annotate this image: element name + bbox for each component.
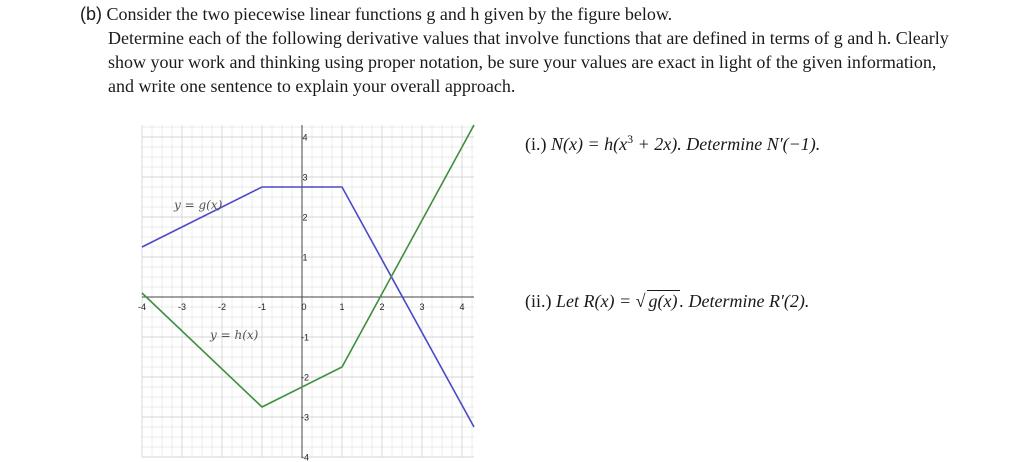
question-2 <box>525 290 809 312</box>
x-tick-label: -4 <box>137 302 147 312</box>
question-2-radicand: g(x) <box>648 291 678 311</box>
part-label: (b) <box>80 4 102 24</box>
y-tick-label: -1 <box>300 332 310 343</box>
x-tick-label: -2 <box>217 302 227 312</box>
function-labels <box>173 198 259 342</box>
y-tick-label: 4 <box>302 132 308 143</box>
sqrt-symbol: √ <box>635 291 646 311</box>
x-tick-label: 2 <box>379 302 385 312</box>
question-1-label: (i.) <box>525 134 547 154</box>
y-tick-label: 1 <box>302 252 308 263</box>
y-tick-label: 3 <box>302 172 308 183</box>
grid <box>142 125 474 457</box>
x-tick-label: 3 <box>419 302 425 312</box>
y-tick-label: -4 <box>300 452 310 462</box>
y-tick-label: 2 <box>302 212 308 223</box>
h-function-label: y = h(x) <box>210 328 259 342</box>
piecewise-graph <box>137 125 480 462</box>
question-1-rest: + 2x). Determine N′(−1). <box>633 134 821 154</box>
question-2-label: (ii.) <box>525 291 552 311</box>
x-tick-label: 0 <box>301 302 307 312</box>
y-tick-label: -2 <box>300 372 310 383</box>
instructions-text: Determine each of the following derivative values that involve functions that are defined in terms of g and h. Clearly show your work and thinking using proper notation, be sure your values are exact in light of the given information, and write one sentence to explain your overall approach. <box>108 28 949 96</box>
y-tick-label: -3 <box>300 412 310 423</box>
question-2-suffix: . Determine R′(2). <box>679 291 810 311</box>
question-1 <box>525 132 820 155</box>
question-2-prefix: Let R(x) = <box>556 291 636 311</box>
x-tick-label: -3 <box>177 302 187 312</box>
x-tick-label: 1 <box>339 302 345 312</box>
x-tick-label: 4 <box>459 302 465 312</box>
x-tick-label: -1 <box>257 302 267 312</box>
question-1-exponent: 3 <box>627 132 634 146</box>
problem-text <box>80 2 960 98</box>
question-1-function: N(x) = h(x <box>551 134 628 154</box>
intro-text: Consider the two piecewise linear functions g and h given by the figure below. <box>106 4 673 24</box>
g-function-label: y = g(x) <box>174 198 223 212</box>
